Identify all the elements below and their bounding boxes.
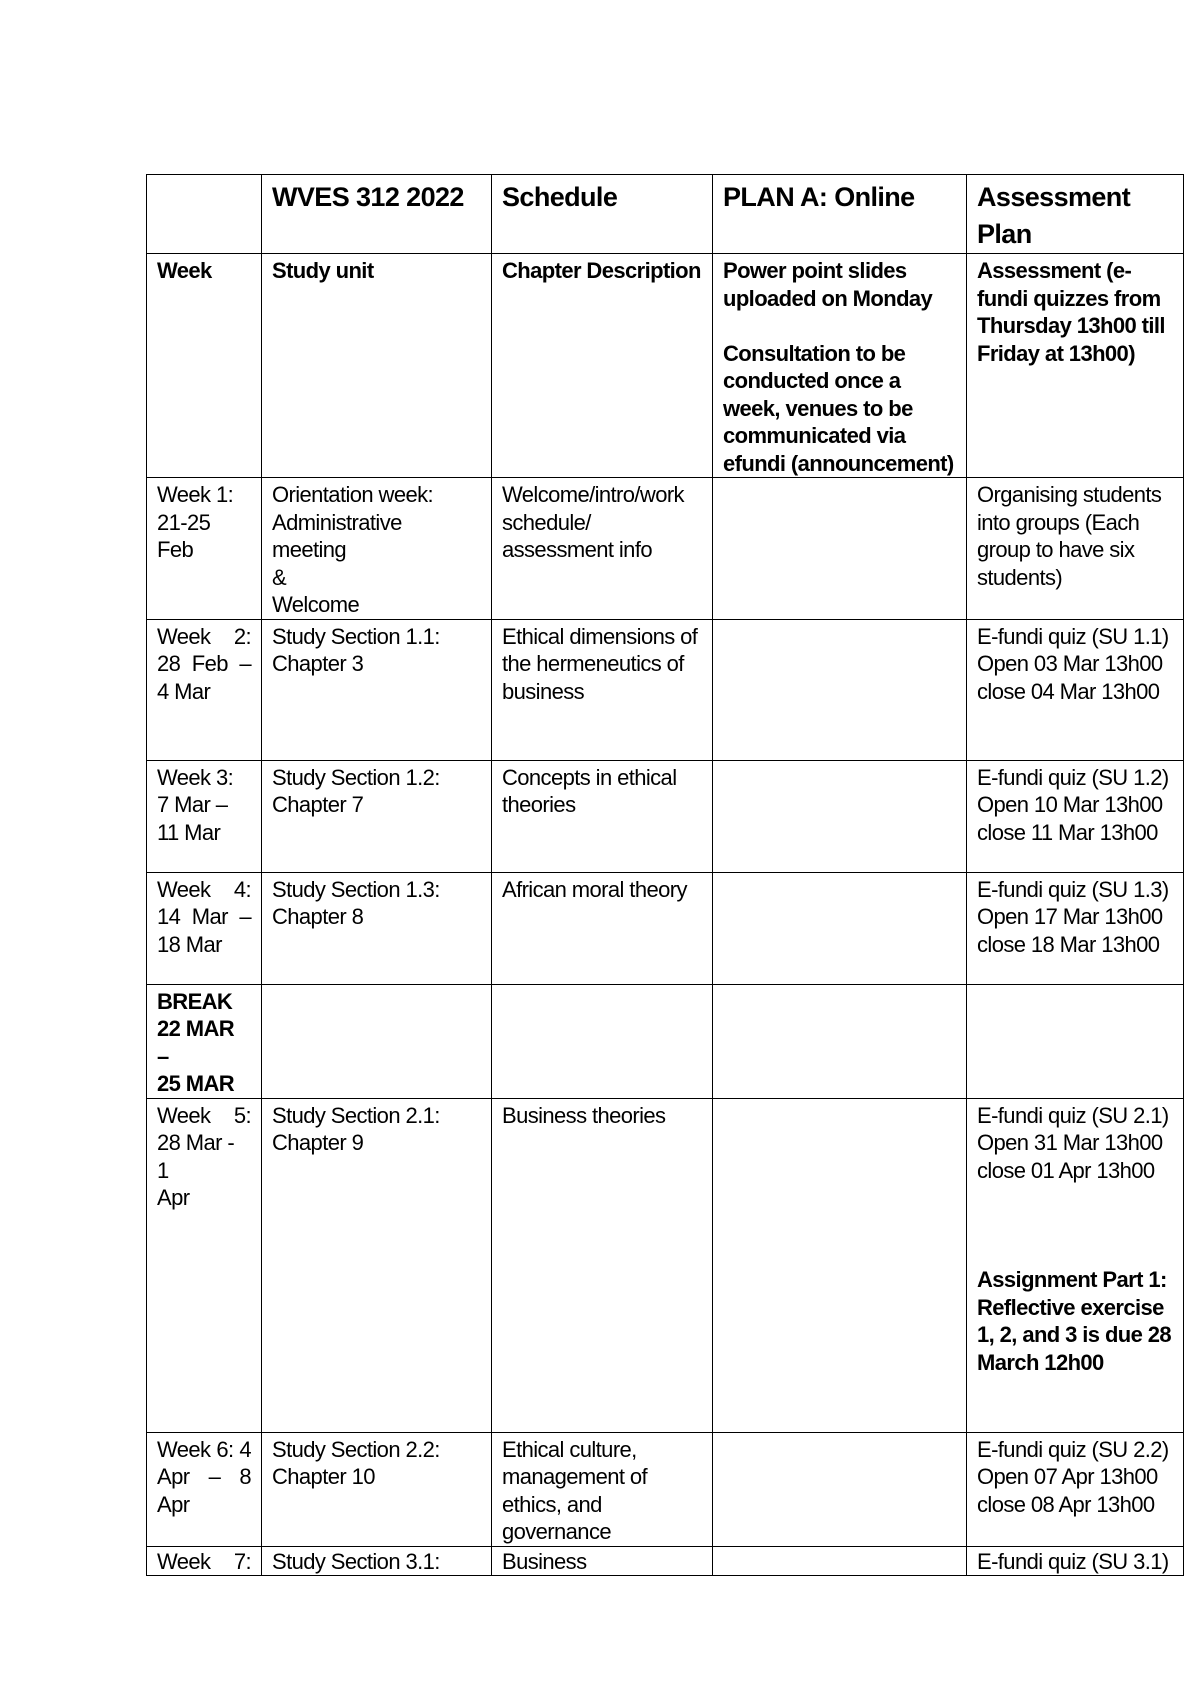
week-cell: Week 7: [147, 1546, 262, 1576]
assessment-cell: E-fundi quiz (SU 1.2) Open 10 Mar 13h00 close 11 Mar 13h00 [967, 760, 1184, 872]
assessment-cell: E-fundi quiz (SU 3.1) [967, 1546, 1184, 1576]
study-unit-cell [262, 984, 492, 1098]
week-cell: Week 2: 28 Feb – 4 Mar [147, 619, 262, 760]
table-row [147, 984, 1184, 1098]
slides-cell [713, 1098, 967, 1432]
week-cell: Week 4: 14 Mar – 18 Mar [147, 872, 262, 984]
table-row [147, 760, 1184, 872]
study-unit-cell: Study Section 1.3: Chapter 8 [262, 872, 492, 984]
table-row [147, 619, 1184, 760]
description-cell: Welcome/intro/work schedule/ assessment info [492, 478, 713, 620]
week-cell: Week 5: 28 Mar - 1 Apr [147, 1098, 262, 1432]
study-unit-cell: Study Section 1.1: Chapter 3 [262, 619, 492, 760]
study-unit-cell: Study Section 2.2: Chapter 10 [262, 1432, 492, 1546]
assessment-cell: E-fundi quiz (SU 1.1) Open 03 Mar 13h00 close 04 Mar 13h00 [967, 619, 1184, 760]
description-cell: Business theories [492, 1098, 713, 1432]
slides-column-header [713, 254, 967, 478]
schedule-table [146, 174, 1184, 1576]
description-cell: Concepts in ethical theories [492, 760, 713, 872]
course-title: WVES 312 2022 [262, 175, 492, 254]
slides-cell [713, 1546, 967, 1576]
header-row [147, 175, 1184, 254]
assessment-cell: E-fundi quiz (SU 2.2) Open 07 Apr 13h00 close 08 Apr 13h00 [967, 1432, 1184, 1546]
slides-cell [713, 760, 967, 872]
week-cell: Week 3: 7 Mar – 11 Mar [147, 760, 262, 872]
study-unit-cell: Orientation week: Administrative meeting & Welcome [262, 478, 492, 620]
description-cell: Business [492, 1546, 713, 1576]
slides-cell [713, 984, 967, 1098]
slides-cell [713, 872, 967, 984]
chapter-description-column-header: Chapter Description [492, 254, 713, 478]
description-cell: Ethical dimensions of the hermeneutics of business [492, 619, 713, 760]
assessment-cell: E-fundi quiz (SU 2.1) Open 31 Mar 13h00 close 01 Apr 13h00 Assignment Part 1: Reflective exercise 1, 2, and 3 is due 28 March 12h00 [967, 1098, 1184, 1432]
study-unit-cell: Study Section 2.1: Chapter 9 [262, 1098, 492, 1432]
assessment-plan-title: Assessment Plan [967, 175, 1184, 254]
slides-cell [713, 1432, 967, 1546]
assignment-due-note: Assignment Part 1: Reflective exercise 1, 2, and 3 is due 28 March 12h00 [977, 1267, 1172, 1375]
assessment-cell [967, 984, 1184, 1098]
week-cell: Week 6: 4 Apr – 8 Apr [147, 1432, 262, 1546]
study-unit-cell: Study Section 1.2: Chapter 7 [262, 760, 492, 872]
week-column-header: Week [147, 254, 262, 478]
break-cell: BREAK 22 MAR – 25 MAR [147, 984, 262, 1098]
week-cell: Week 1: 21-25 Feb [147, 478, 262, 620]
description-cell: Ethical culture, management of ethics, and governance [492, 1432, 713, 1546]
column-header-row [147, 254, 1184, 478]
consultation-note: Consultation to be conducted once a week, venues to be communicated via efundi (announcement) [723, 340, 954, 476]
table-row [147, 1098, 1184, 1432]
table-row [147, 478, 1184, 620]
assessment-column-header: Assessment (e-fundi quizzes from Thursday 13h00 till Friday at 13h00) [967, 254, 1184, 478]
study-unit-cell: Study Section 3.1: [262, 1546, 492, 1576]
table-row [147, 1432, 1184, 1546]
header-empty-cell [147, 175, 262, 254]
slides-cell [713, 619, 967, 760]
assessment-cell: Organising students into groups (Each group to have six students) [967, 478, 1184, 620]
slides-upload-note: Power point slides uploaded on Monday [723, 258, 933, 311]
schedule-title: Schedule [492, 175, 713, 254]
table-row [147, 1546, 1184, 1576]
plan-title: PLAN A: Online [713, 175, 967, 254]
description-cell [492, 984, 713, 1098]
slides-cell [713, 478, 967, 620]
description-cell: African moral theory [492, 872, 713, 984]
table-row [147, 872, 1184, 984]
study-unit-column-header: Study unit [262, 254, 492, 478]
assessment-cell: E-fundi quiz (SU 1.3) Open 17 Mar 13h00 close 18 Mar 13h00 [967, 872, 1184, 984]
